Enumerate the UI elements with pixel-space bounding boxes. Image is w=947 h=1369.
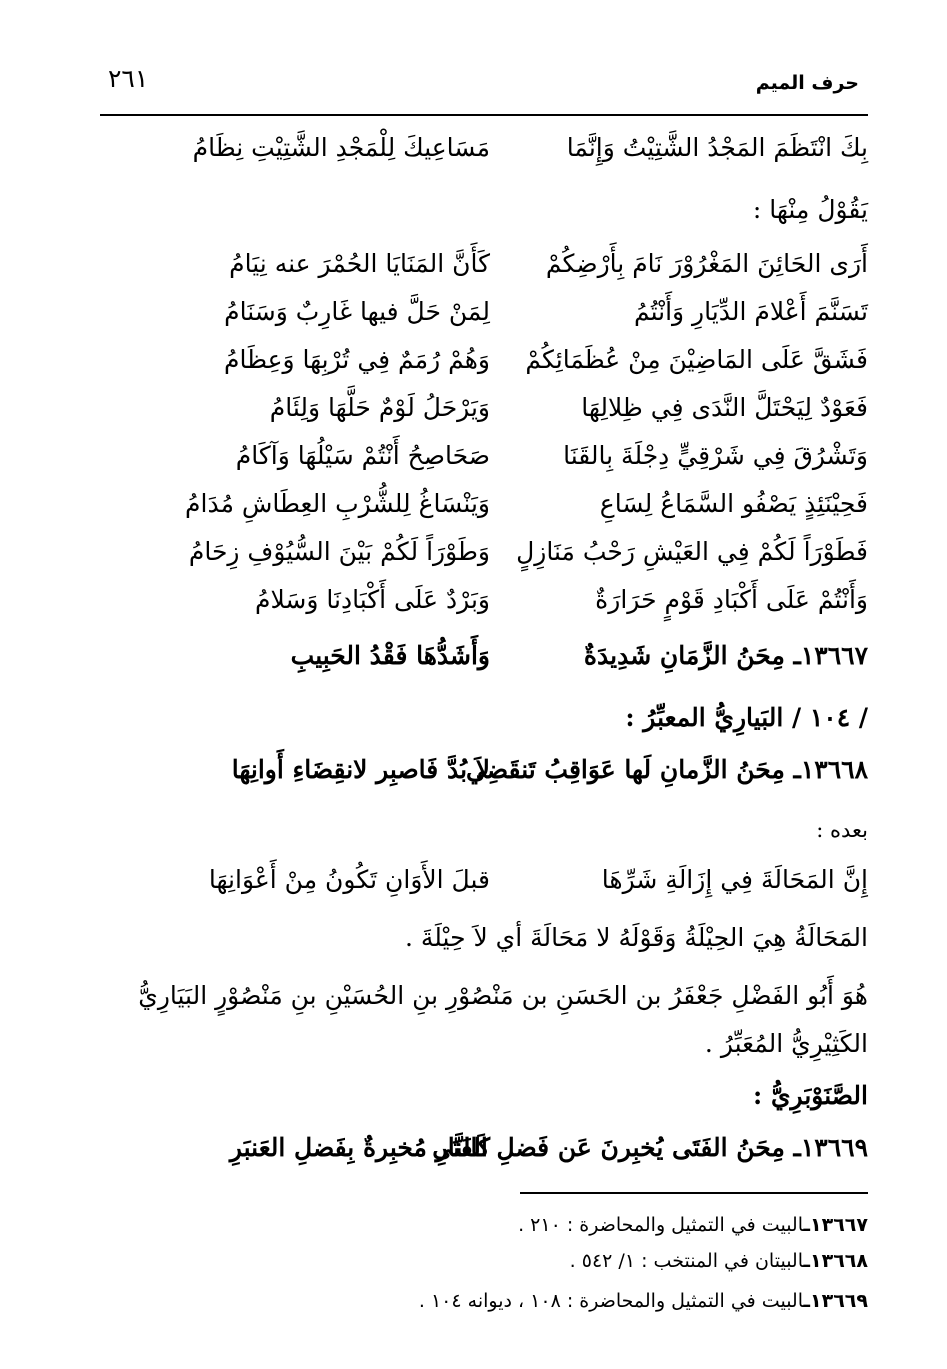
chapter-title: حرف الميم	[755, 72, 859, 94]
verse-first-hemistich: فَطَوْرَاً لَكُمْ فِي العَيْشِ رَحْبُ مَنَازِلٍ	[516, 537, 868, 566]
verse-first-hemistich: ١٣٦٦٨ـ مِحَنُ الزَّمانِ لَها عَوَاقِبُ تَنقَضِي	[466, 755, 868, 784]
verse-second-hemistich: وَبَرْدٌ عَلَى أَكْبَادِنَا وَسَلامُ	[255, 585, 490, 614]
verse-line	[120, 126, 868, 170]
numbered-verse-line	[120, 748, 868, 792]
verse-second-hemistich: قبلَ الأَوَانِ تَكُونُ مِنْ أَعْوَانِهَا	[208, 865, 490, 894]
verse-second-hemistich: مَسَاعِيكَ لِلْمَجْدِ الشَّتِيْتِ نِظَامُ	[192, 133, 490, 162]
footnote-number: ١٣٦٦٧ـ	[803, 1214, 868, 1236]
verse-second-hemistich: وَيَنْسَاغُ لِلشُّرْبِ العِطَاشِ مُدَامُ	[185, 489, 490, 518]
footnote-text: البيت في التمثيل والمحاضرة : ٢١٠ .	[518, 1214, 804, 1236]
prose-line: بعده :	[816, 818, 868, 842]
prose-line: هُوَ أَبُو الفَضْلِ جَعْفَرُ بن الحَسَنِ بن مَنْصُوْرِ بنِ الحُسَيْنِ بنِ مَنْصُوْرٍ البَيَارِيُّ	[138, 981, 868, 1010]
verse-second-hemistich: كَأَنَّ المَنَايَا الحُمْرَ عنه نِيَامُ	[229, 249, 490, 278]
header-divider	[100, 114, 868, 116]
footnote	[300, 1286, 868, 1316]
footnote-number: ١٣٦٦٩ـ	[803, 1290, 868, 1312]
verse-second-hemistich: وَيَرْحَلُ لَوْمٌ حَلَّهَا وَلِئَامُ	[269, 393, 490, 422]
footnote	[300, 1246, 868, 1276]
verse-second-hemistich: وَهُمْ رُمَمٌ فِي تُرْبِهَا وَعِظَامُ	[223, 345, 490, 374]
prose-line: المَحَالَةُ هِيَ الحِيْلَةُ وَقَوْلَهُ لا مَحَالَةَ أي لاَ حِيْلَةَ .	[404, 923, 868, 952]
verse-line	[120, 434, 868, 478]
numbered-verse-line	[120, 634, 868, 678]
poet-heading: الصَّنَوْبَرِيُّ :	[753, 1081, 868, 1110]
verse-first-hemistich: وَأَنْتُمْ عَلَى أَكْبَادِ قَوْمٍ حَرَارَةٌ	[595, 585, 868, 614]
footnote-divider	[520, 1192, 868, 1194]
verse-line	[120, 530, 868, 574]
verse-first-hemistich: بِكَ انْتَظَمَ المَجْدُ الشَّتِيْتُ وَإِنَّمَا	[566, 133, 868, 162]
verse-line	[120, 482, 868, 526]
verse-first-hemistich: فَحِيْنَئِذٍ يَصْفُو السَّمَاعُ لِسَاعِ	[599, 489, 868, 518]
verse-first-hemistich: ١٣٦٦٧ـ مِحَنُ الزَّمَانِ شَدِيدَةٌ	[583, 641, 868, 670]
verse-line	[120, 338, 868, 382]
verse-second-hemistich: كَالنَّارِ مُخبِرةٌ بِفَضلِ العَنبَرِ	[229, 1133, 490, 1162]
poet-heading: / ١٠٤ / البَيارِيُّ المعبِّرُ :	[625, 703, 868, 732]
prose-line: يَقُوْلُ مِنْهَا :	[752, 195, 868, 224]
verse-line	[120, 578, 868, 622]
footnote-text: البيتان في المنتخب : ١/ ٥٤٢ .	[569, 1250, 804, 1272]
verse-first-hemistich: فَشَقَّ عَلَى المَاضِيْنَ مِنْ عُظَمَائِكُمْ	[525, 345, 868, 374]
verse-second-hemistich: وَطَوْرَاً لَكُمْ بَيْنَ السُّيُوْفِ زِحَامُ	[188, 537, 490, 566]
verse-line	[120, 858, 868, 902]
footnote-number: ١٣٦٦٨ـ	[803, 1250, 868, 1272]
verse-first-hemistich: أَرَى الحَائِنَ المَغْرُوْرَ نَامَ بِأَرْضِكُمْ	[545, 249, 868, 278]
verse-first-hemistich: فَعَوْدٌ لِيَحْتَلَّ النَّدَى فِي ظِلالِهَا	[581, 393, 868, 422]
prose-line: الكَثِيْرِيُّ المُعَبِّرُ .	[704, 1029, 868, 1058]
numbered-verse-line	[120, 1126, 868, 1170]
verse-second-hemistich: صَحَاصِحُ أَنْتُمْ سَيْلُهَا وَآكَامُ	[235, 441, 490, 470]
footnote	[300, 1210, 868, 1240]
verse-line	[120, 242, 868, 286]
page-number: ٢٦١	[108, 64, 149, 93]
verse-first-hemistich: وَتَشْرُقَ فِي شَرْقِيٍّ دِجْلَةَ بِالقَنَا	[563, 441, 868, 470]
verse-second-hemistich: لاَ بُدَّ فَاصبِر لانقِضَاءِ أَوانِهَا	[231, 755, 490, 784]
footnote-text: البيت في التمثيل والمحاضرة : ١٠٨ ، ديوانه ١٠٤ .	[418, 1290, 804, 1312]
verse-second-hemistich: لِمَنْ حَلَّ فيها غَارِبٌ وَسَنَامُ	[224, 297, 490, 326]
verse-line	[120, 290, 868, 334]
verse-first-hemistich: تَسَنَّمَ أَعْلامَ الدِّيَارِ وَأَنْتُمُ	[633, 297, 868, 326]
verse-first-hemistich: إِنَّ المَحَالَةَ فِي إِزَالَةِ شَرِّهَا	[601, 865, 868, 894]
verse-second-hemistich: وَأَشَدُّهَا فَقْدُ الحَبِيبِ	[290, 641, 490, 670]
verse-first-hemistich: ١٣٦٦٩ـ مِحَنُ الفَتَى يُخبِرنَ عَن فَضلِ الفَتَى	[432, 1133, 868, 1162]
verse-line	[120, 386, 868, 430]
